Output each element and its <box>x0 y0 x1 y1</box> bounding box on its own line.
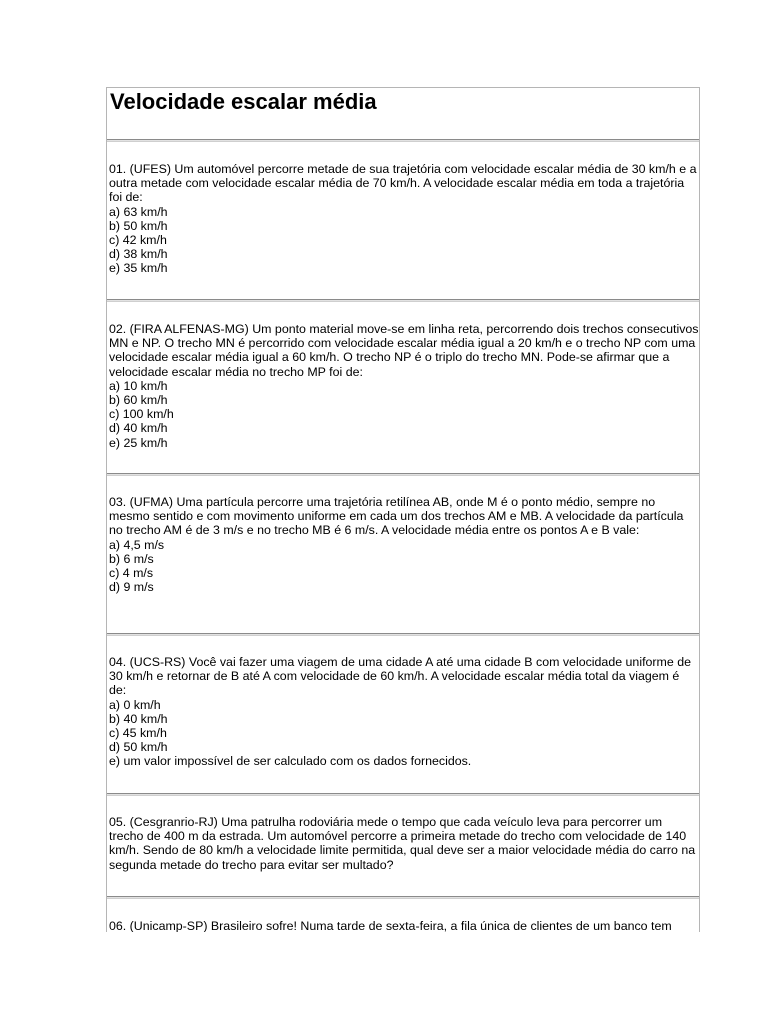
answer-option-d: d) 40 km/h <box>109 421 168 436</box>
answer-option-a: a) 10 km/h <box>109 378 168 393</box>
answer-options <box>109 698 699 769</box>
section-divider <box>107 896 699 899</box>
section-divider <box>107 299 699 302</box>
answer-option-d: d) 9 m/s <box>109 580 154 595</box>
section-divider <box>107 473 699 476</box>
question-05 <box>109 815 699 872</box>
question-stem: 04. (UCS-RS) Você vai fazer uma viagem de uma cidade A até uma cidade B com velocidade uniforme de 30 km/h e retornar de B até A com velocidade de 60 km/h. A velocidade escalar média total da viagem é de: <box>109 655 691 698</box>
answer-option-c: c) 100 km/h <box>109 407 174 422</box>
answer-option-d: d) 50 km/h <box>109 740 168 755</box>
section-divider <box>107 139 699 142</box>
answer-option-e: e) 35 km/h <box>109 261 168 276</box>
answer-option-e: e) um valor impossível de ser calculado com os dados fornecidos. <box>109 754 472 769</box>
question-stem: 05. (Cesgranrio-RJ) Uma patrulha rodoviária mede o tempo que cada veículo leva para percorrer um trecho de 400 m da estrada. Um automóvel percorre a primeira metade do trecho com velocidade de 140 km/h. Sendo de 80 km/h a velocidade limite permitida, qual deve ser a maior velocidade média do carro na segunda metade do trecho para evitar ser multado? <box>109 815 696 872</box>
page-title: Velocidade escalar média <box>110 89 377 114</box>
answer-option-b: b) 60 km/h <box>109 393 168 408</box>
question-stem: 02. (FIRA ALFENAS-MG) Um ponto material move-se em linha reta, percorrendo dois trechos consecutivos MN e NP. O trecho MN é percorrido com velocidade escalar média igual a 20 km/h e o trecho NP com uma velocidade escalar média igual a 60 km/h. O trecho NP é o triplo do trecho MN. Pode-se afirmar que a velocidade escalar média no trecho MP foi de: <box>109 322 699 379</box>
section-divider <box>107 793 699 796</box>
question-01 <box>109 162 699 276</box>
answer-option-e: e) 25 km/h <box>109 435 168 450</box>
answer-options <box>109 379 699 450</box>
answer-option-a: a) 0 km/h <box>109 697 161 712</box>
answer-options <box>109 538 699 595</box>
answer-option-a: a) 63 km/h <box>109 204 168 219</box>
answer-option-a: a) 4,5 m/s <box>109 537 165 552</box>
answer-option-b: b) 40 km/h <box>109 711 168 726</box>
question-03 <box>109 495 699 594</box>
question-02 <box>109 322 699 450</box>
answer-option-c: c) 4 m/s <box>109 566 154 581</box>
answer-options <box>109 205 699 276</box>
question-04 <box>109 655 699 769</box>
answer-option-d: d) 38 km/h <box>109 247 168 262</box>
answer-option-c: c) 45 km/h <box>109 726 167 741</box>
question-stem: 06. (Unicamp-SP) Brasileiro sofre! Numa tarde de sexta-feira, a fila única de clientes de um banco tem <box>109 919 672 932</box>
answer-option-b: b) 50 km/h <box>109 218 168 233</box>
answer-option-b: b) 6 m/s <box>109 551 154 566</box>
section-divider <box>107 633 699 636</box>
question-stem: 03. (UFMA) Uma partícula percorre uma trajetória retilínea AB, onde M é o ponto médio, sempre no mesmo sentido e com movimento uniforme em cada um dos trechos AM e MB. A velocidade da partícula no trecho AM é de 3 m/s e no trecho MB é 6 m/s. A velocidade média entre os pontos A e B vale: <box>109 495 684 538</box>
question-stem: 01. (UFES) Um automóvel percorre metade de sua trajetória com velocidade escalar média de 30 km/h e a outra metade com velocidade escalar média de 70 km/h. A velocidade escalar média em toda a trajetória foi de: <box>109 162 697 205</box>
question-06 <box>109 919 699 932</box>
answer-option-c: c) 42 km/h <box>109 233 167 248</box>
